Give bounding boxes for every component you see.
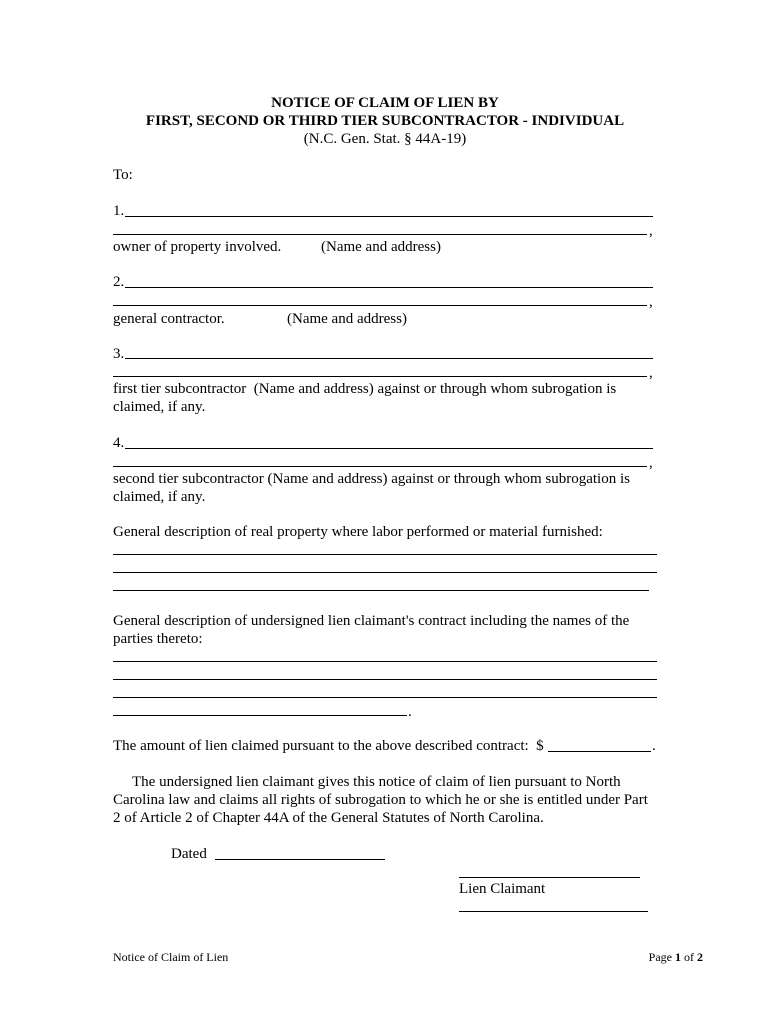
footer-page-number <box>649 950 703 964</box>
party-1-line-2[interactable] <box>113 234 647 235</box>
notice-line-2: Carolina law and claims all rights of subrogation to which he or she is entitled under Part <box>113 792 648 808</box>
amount-field[interactable] <box>548 751 651 752</box>
to-label: To: <box>113 167 133 183</box>
notice-line-1: The undersigned lien claimant gives this notice of claim of lien pursuant to North <box>132 774 621 790</box>
title-line-1: NOTICE OF CLAIM OF LIEN BY <box>271 95 499 111</box>
party-1-caption: owner of property involved. <box>113 239 282 255</box>
party-3-line-1[interactable] <box>125 358 653 359</box>
page-prefix: Page <box>648 950 675 964</box>
party-4-caption-cont: claimed, if any. <box>113 489 206 505</box>
party-4-line-2[interactable] <box>113 466 647 467</box>
contract-description-line-2[interactable] <box>113 679 657 680</box>
party-3-caption-cont: claimed, if any. <box>113 399 206 415</box>
party-2-caption: general contractor. <box>113 311 225 327</box>
party-4-caption: second tier subcontractor (Name and address) against or through whom subrogation is <box>113 471 630 487</box>
party-3-number: 3. <box>113 346 125 362</box>
party-2-caption-name: (Name and address) <box>287 311 407 327</box>
contract-description-label-1: General description of undersigned lien claimant's contract including the names of the <box>113 613 630 629</box>
page-total: 2 <box>697 950 703 964</box>
party-4-comma: , <box>649 455 653 471</box>
lien-claimant-label: Lien Claimant <box>459 881 546 897</box>
party-1-line-1[interactable] <box>125 216 653 217</box>
party-2-comma: , <box>649 294 653 310</box>
amount-period: . <box>652 738 656 754</box>
party-2-number: 2. <box>113 274 125 290</box>
party-4-line-1[interactable] <box>125 448 653 449</box>
contract-description-line-3[interactable] <box>113 697 657 698</box>
party-4-number: 4. <box>113 435 125 451</box>
party-1-caption-name: (Name and address) <box>321 239 441 255</box>
page-current: 1 <box>675 950 681 964</box>
contract-description-line-4[interactable] <box>113 715 407 716</box>
statute-reference: (N.C. Gen. Stat. § 44A-19) <box>303 131 467 147</box>
dated-label: Dated <box>171 846 207 862</box>
party-1-number: 1. <box>113 203 125 219</box>
party-2-line-2[interactable] <box>113 305 647 306</box>
contract-description-label-2: parties thereto: <box>113 631 203 647</box>
lien-claimant-second-line[interactable] <box>459 911 648 912</box>
party-3-caption: first tier subcontractor (Name and address) against or through whom subrogation is <box>113 381 617 397</box>
property-description-line-2[interactable] <box>113 572 657 573</box>
dated-field[interactable] <box>215 859 385 860</box>
party-3-comma: , <box>649 365 653 381</box>
contract-description-line-1[interactable] <box>113 661 657 662</box>
title-line-2: FIRST, SECOND OR THIRD TIER SUBCONTRACTOR - INDIVIDUAL <box>145 113 625 129</box>
party-2-line-1[interactable] <box>125 287 653 288</box>
party-3-line-2[interactable] <box>113 376 647 377</box>
contract-description-period: . <box>408 704 412 720</box>
notice-line-3: 2 of Article 2 of Chapter 44A of the General Statutes of North Carolina. <box>113 810 544 826</box>
party-1-comma: , <box>649 223 653 239</box>
property-description-label: General description of real property where labor performed or material furnished: <box>113 524 603 540</box>
amount-label: The amount of lien claimed pursuant to the above described contract: $ <box>113 738 544 754</box>
property-description-line-1[interactable] <box>113 554 657 555</box>
signature-line[interactable] <box>459 877 640 878</box>
page-of: of <box>681 950 697 964</box>
footer-document-name: Notice of Claim of Lien <box>113 950 229 964</box>
property-description-line-3[interactable] <box>113 590 649 591</box>
